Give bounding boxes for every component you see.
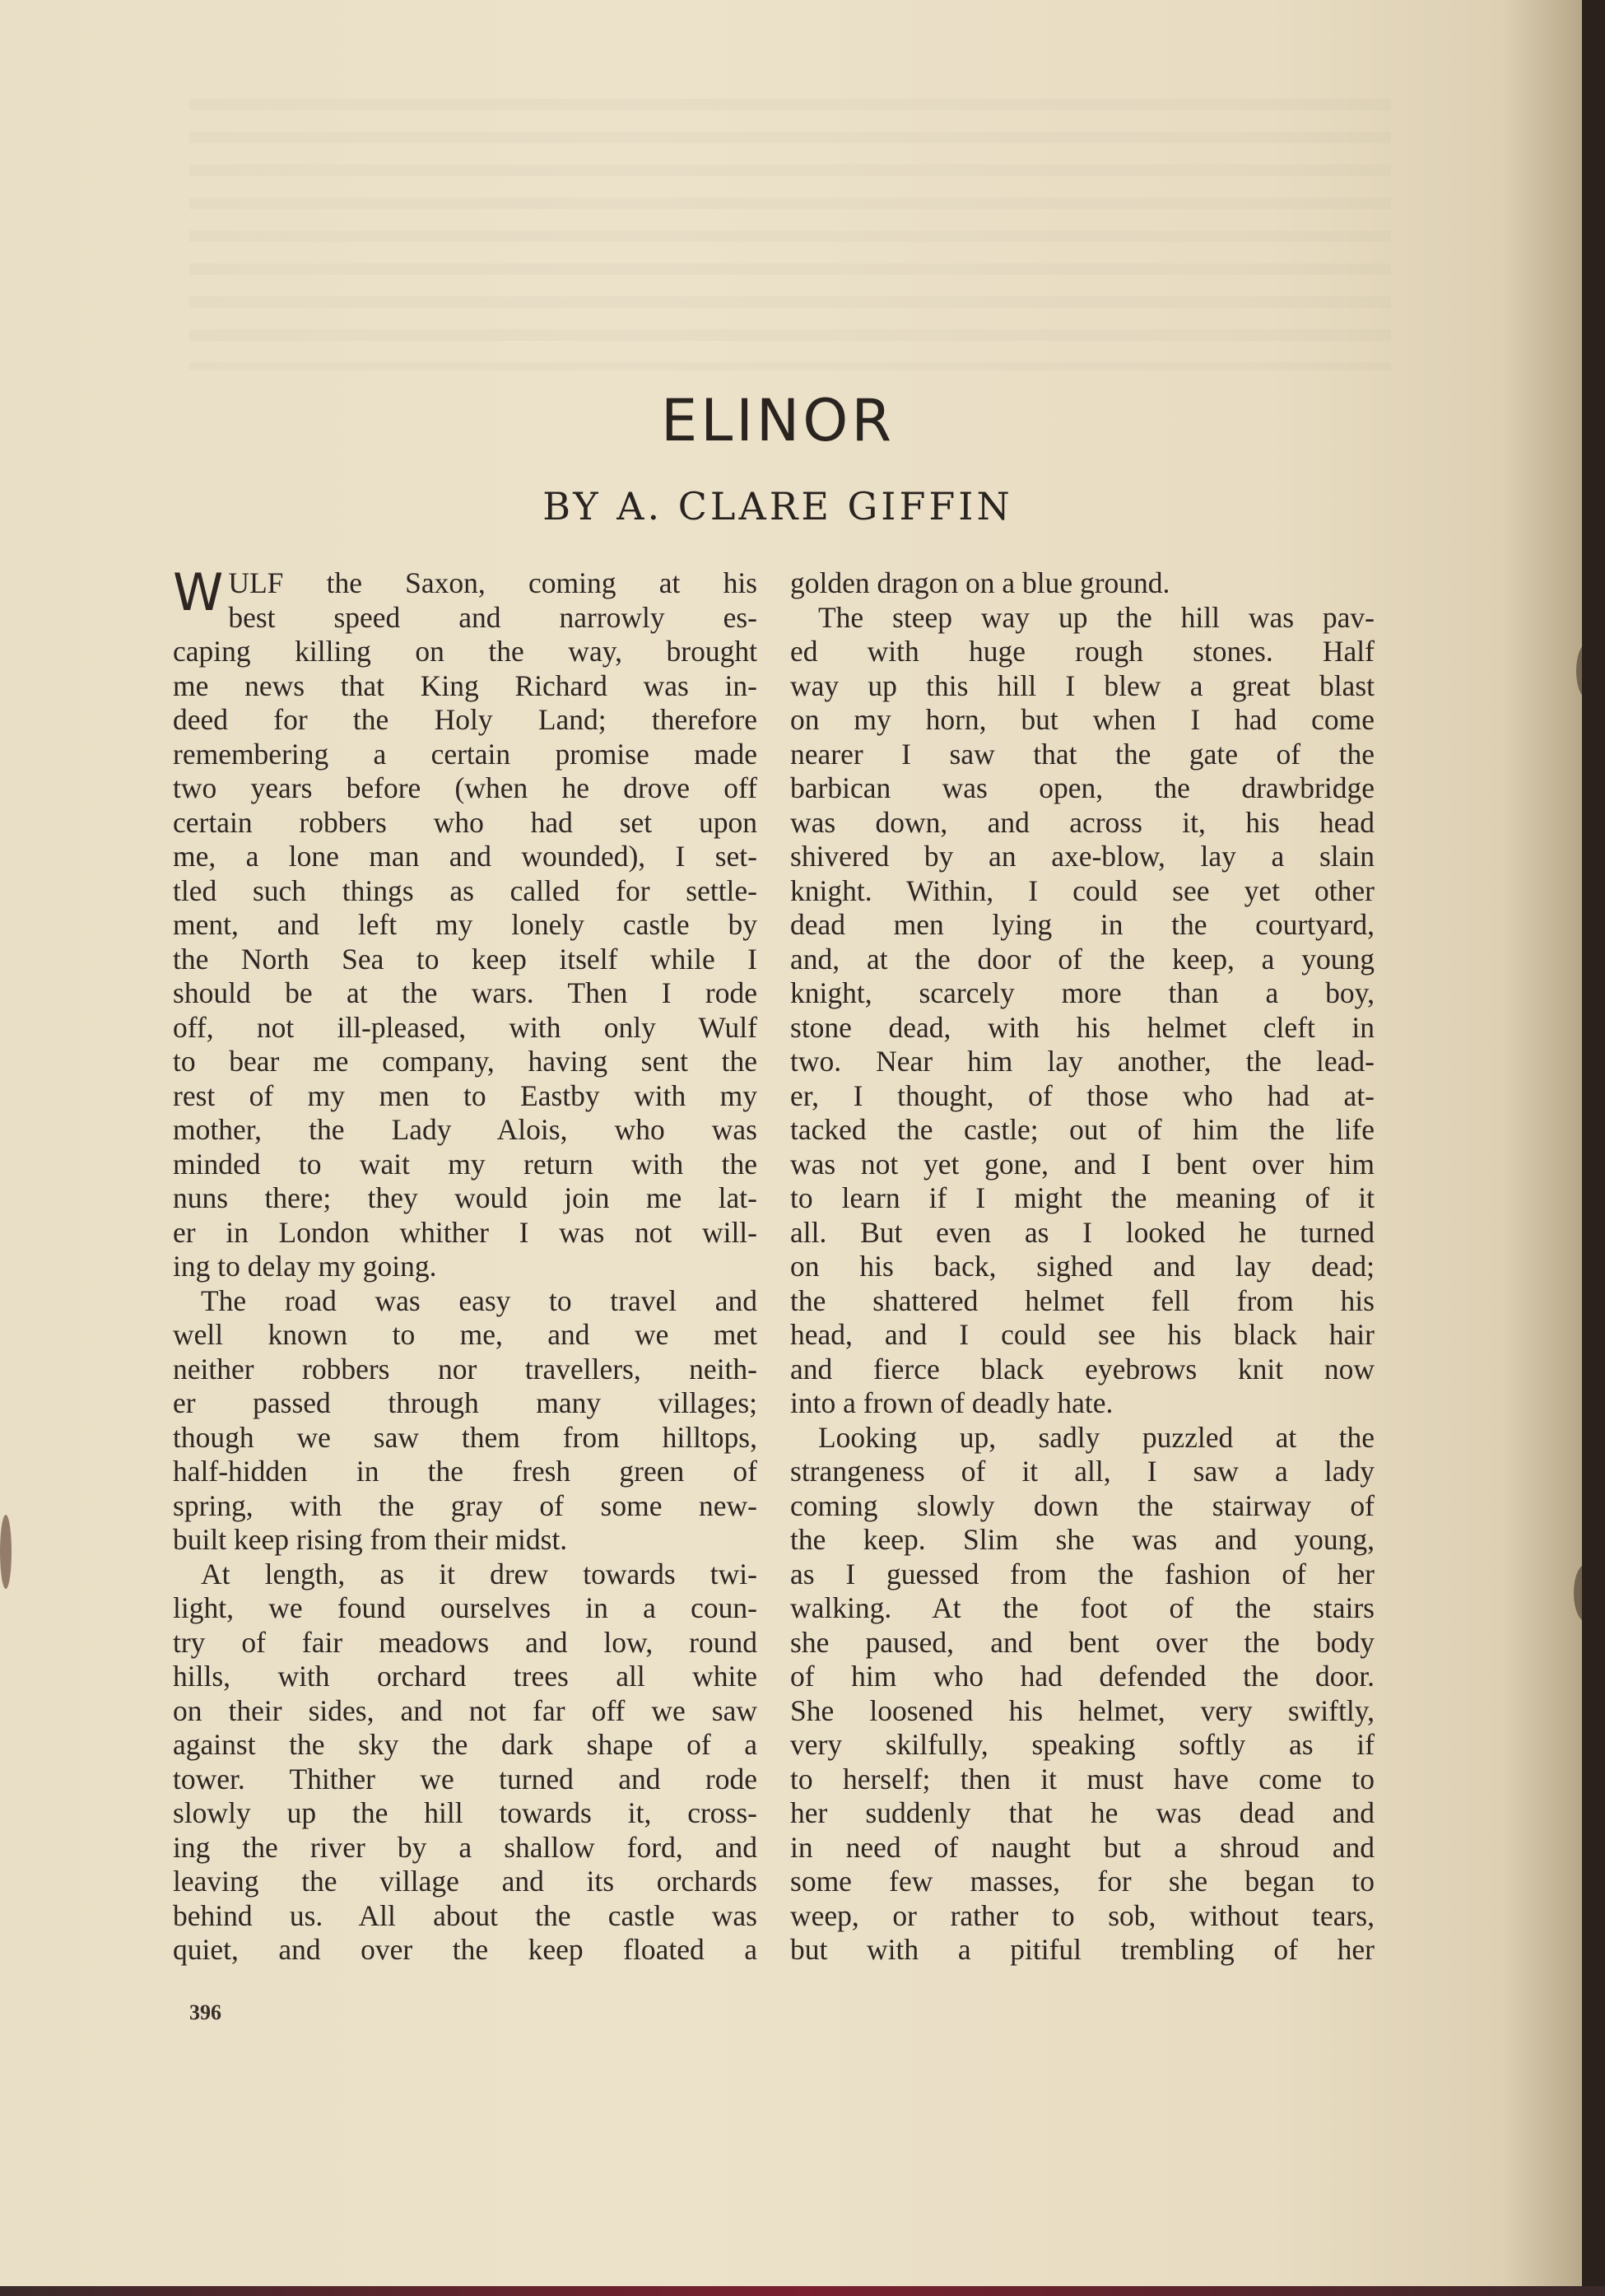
text-line: best speed and narrowly es- bbox=[228, 600, 757, 634]
drop-cap: W bbox=[173, 562, 224, 622]
text-line: ing to delay my going. bbox=[173, 1250, 437, 1283]
text-column-left bbox=[173, 562, 757, 1968]
text-line: some few masses, for she began to bbox=[790, 1865, 1375, 1898]
text-line: knight, scarcely more than a boy, bbox=[790, 976, 1375, 1009]
text-line: to bear me company, having sent the bbox=[173, 1045, 757, 1078]
text-line: of him who had defended the door. bbox=[790, 1660, 1375, 1693]
text-line: walking. At the foot of the stairs bbox=[790, 1591, 1375, 1624]
text-line: and, at the door of the keep, a young bbox=[790, 942, 1375, 976]
text-line: spring, with the gray of some new- bbox=[173, 1488, 757, 1522]
text-line: golden dragon on a blue ground. bbox=[790, 566, 1170, 599]
text-line: me news that King Richard was in- bbox=[173, 668, 757, 702]
text-line: tacked the castle; out of him the life bbox=[790, 1113, 1375, 1146]
text-line: knight. Within, I could see yet other bbox=[790, 873, 1375, 907]
text-line: and fierce black eyebrows knit now bbox=[790, 1352, 1375, 1386]
text-line: her suddenly that he was dead and bbox=[790, 1796, 1375, 1829]
text-line: the shattered helmet fell from his bbox=[790, 1283, 1375, 1317]
text-line: try of fair meadows and low, round bbox=[173, 1625, 757, 1659]
text-line: remembering a certain promise made bbox=[173, 737, 757, 771]
bleed-through-text bbox=[189, 99, 1391, 370]
text-line: er in London whither I was not will- bbox=[173, 1215, 757, 1249]
page-smudge bbox=[1576, 642, 1582, 700]
text-line: on my horn, but when I had come bbox=[790, 703, 1375, 736]
text-line: me, a lone man and wounded), I set- bbox=[173, 840, 757, 873]
text-column-right bbox=[790, 566, 1375, 1968]
text-line: nearer I saw that the gate of the bbox=[790, 737, 1375, 771]
text-line: The steep way up the hill was pav- bbox=[818, 600, 1375, 634]
text-line: built keep rising from their midst. bbox=[173, 1523, 568, 1556]
text-line: on their sides, and not far off we saw bbox=[173, 1693, 757, 1727]
text-line: rest of my men to Eastby with my bbox=[173, 1078, 757, 1112]
text-line: neither robbers nor travellers, neith- bbox=[173, 1352, 757, 1386]
text-line: ULF the Saxon, coming at his bbox=[228, 566, 757, 599]
text-line: well known to me, and we met bbox=[173, 1318, 757, 1351]
text-line: minded to wait my return with the bbox=[173, 1147, 757, 1181]
page-smudge bbox=[0, 1515, 12, 1589]
text-line: tled such things as called for settle- bbox=[173, 873, 757, 907]
text-line: as I guessed from the fashion of her bbox=[790, 1557, 1375, 1590]
text-line: behind us. All about the castle was bbox=[173, 1898, 757, 1932]
text-line: deed for the Holy Land; therefore bbox=[173, 703, 757, 736]
text-line: but with a pitiful trembling of her bbox=[790, 1933, 1375, 1966]
text-line: to learn if I might the meaning of it bbox=[790, 1181, 1375, 1214]
text-line: mother, the Lady Alois, who was bbox=[173, 1113, 757, 1146]
text-line: off, not ill-pleased, with only Wulf bbox=[173, 1010, 757, 1044]
text-line: light, we found ourselves in a coun- bbox=[173, 1591, 757, 1624]
text-line: half-hidden in the fresh green of bbox=[173, 1455, 757, 1488]
text-line: At length, as it drew towards twi- bbox=[201, 1557, 757, 1590]
text-line: into a frown of deadly hate. bbox=[790, 1386, 1114, 1419]
text-line: the keep. Slim she was and young, bbox=[790, 1523, 1375, 1556]
text-line: she paused, and bent over the body bbox=[790, 1625, 1375, 1659]
text-line: ment, and left my lonely castle by bbox=[173, 908, 757, 941]
text-line: in need of naught but a shroud and bbox=[790, 1830, 1375, 1864]
article-byline: BY A. CLARE GIFFIN bbox=[542, 484, 1013, 529]
article-title: ELINOR bbox=[661, 387, 895, 454]
text-line: barbican was open, the drawbridge bbox=[790, 771, 1375, 804]
text-line: all. But even as I looked he turned bbox=[790, 1215, 1375, 1249]
text-line: nuns there; they would join me lat- bbox=[173, 1181, 757, 1214]
text-line: quiet, and over the keep floated a bbox=[173, 1933, 757, 1966]
text-line: shivered by an axe-blow, lay a slain bbox=[790, 840, 1375, 873]
text-line: tower. Thither we turned and rode bbox=[173, 1762, 757, 1795]
text-line: The road was easy to travel and bbox=[201, 1283, 757, 1317]
text-line: er passed through many villages; bbox=[173, 1386, 757, 1419]
text-line: She loosened his helmet, very swiftly, bbox=[790, 1693, 1375, 1727]
text-line: ed with huge rough stones. Half bbox=[790, 635, 1375, 668]
text-line: two. Near him lay another, the lead- bbox=[790, 1045, 1375, 1078]
text-line: to herself; then it must have come to bbox=[790, 1762, 1375, 1795]
text-line: two years before (when he drove off bbox=[173, 771, 757, 804]
text-line: er, I thought, of those who had at- bbox=[790, 1078, 1375, 1112]
text-line: head, and I could see his black hair bbox=[790, 1318, 1375, 1351]
text-line: was not yet gone, and I bent over him bbox=[790, 1147, 1375, 1181]
text-line: the North Sea to keep itself while I bbox=[173, 942, 757, 976]
text-line: very skilfully, speaking softly as if bbox=[790, 1728, 1375, 1761]
page-number: 396 bbox=[189, 2000, 221, 2024]
text-line: certain robbers who had set upon bbox=[173, 805, 757, 839]
text-line: Looking up, sadly puzzled at the bbox=[818, 1420, 1375, 1454]
text-line: ing the river by a shallow ford, and bbox=[173, 1830, 757, 1864]
text-line: coming slowly down the stairway of bbox=[790, 1488, 1375, 1522]
text-line: leaving the village and its orchards bbox=[173, 1865, 757, 1898]
book-edge bbox=[0, 2286, 1605, 2296]
page-smudge bbox=[1574, 1564, 1582, 1622]
text-line: should be at the wars. Then I rode bbox=[173, 976, 757, 1009]
text-line: was down, and across it, his head bbox=[790, 805, 1375, 839]
text-line: strangeness of it all, I saw a lady bbox=[790, 1455, 1375, 1488]
text-line: weep, or rather to sob, without tears, bbox=[790, 1898, 1375, 1932]
text-line: on his back, sighed and lay dead; bbox=[790, 1250, 1375, 1283]
text-line: slowly up the hill towards it, cross- bbox=[173, 1796, 757, 1829]
text-line: though we saw them from hilltops, bbox=[173, 1420, 757, 1454]
text-line: caping killing on the way, brought bbox=[173, 635, 757, 668]
text-line: hills, with orchard trees all white bbox=[173, 1660, 757, 1693]
text-line: way up this hill I blew a great blast bbox=[790, 668, 1375, 702]
text-line: stone dead, with his helmet cleft in bbox=[790, 1010, 1375, 1044]
text-line: against the sky the dark shape of a bbox=[173, 1728, 757, 1761]
text-line: dead men lying in the courtyard, bbox=[790, 908, 1375, 941]
